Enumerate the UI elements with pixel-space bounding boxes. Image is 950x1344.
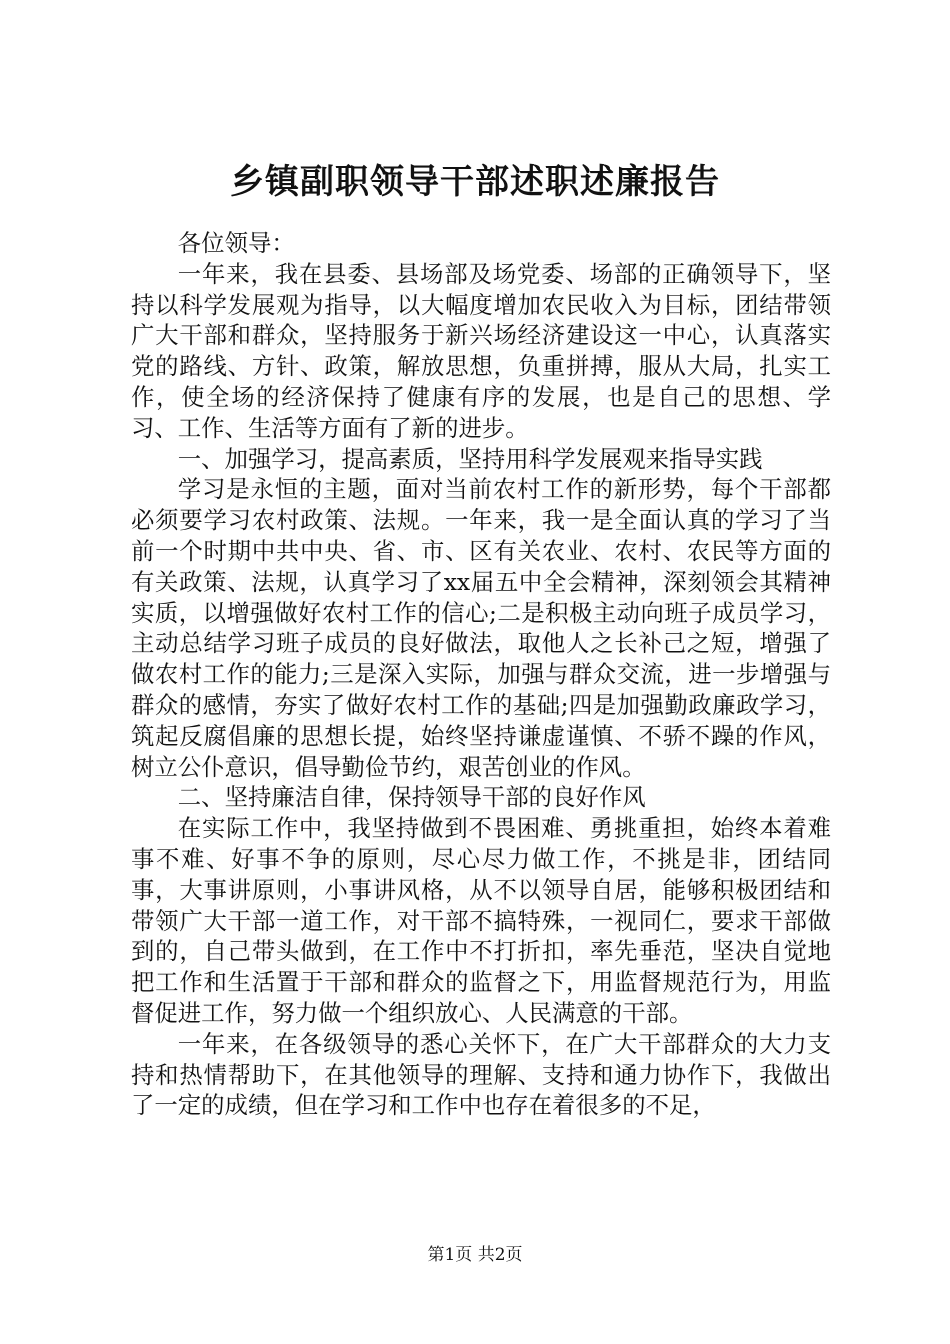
summary-paragraph: 一年来，在各级领导的悉心关怀下，在广大干部群众的大力支持和热情帮助下，在其他领导的理解、支持和通力协作下，我做出了一定的成绩，但在学习和工作中也存在着很多的不足， [131, 1029, 831, 1120]
page-number-footer: 第1页 共2页 [427, 1245, 523, 1265]
document-title: 乡镇副职领导干部述职述廉报告 [230, 162, 720, 202]
study-paragraph: 学习是永恒的主题，面对当前农村工作的新形势，每个干部都必须要学习农村政策、法规。一年来，我一是全面认真的学习了当前一个时期中共中央、省、市、区有关农业、农村、农民等方面的有关政策、法规，认真学习了xx届五中全会精神，深刻领会其精神实质，以增强做好农村工作的信心;二是积极主动向班子成员学习，主动总结学习班子成员的良好做法，取他人之长补己之短，增强了做农村工作的能力;三是深入实际，加强与群众交流，进一步增强与群众的感情，夯实了做好农村工作的基础;四是加强勤政廉政学习，筑起反腐倡廉的思想长提，始终坚持谦虚谨慎、不骄不躁的作风，树立公仆意识，倡导勤俭节约，艰苦创业的作风。 [131, 475, 831, 781]
salutation-paragraph: 各位领导： [177, 229, 295, 257]
intro-paragraph: 一年来，我在县委、县场部及场党委、场部的正确领导下，坚持以科学发展观为指导，以大幅度增加农民收入为目标，团结带领广大干部和群众，坚持服务于新兴场经济建设这一中心，认真落实党的路线、方针、政策，解放思想，负重拼搏，服从大局，扎实工作，使全场的经济保持了健康有序的发展，也是自己的思想、学习、工作、生活等方面有了新的进步。 [131, 259, 831, 442]
document-body [131, 228, 831, 1121]
section-heading-2: 二、坚持廉洁自律，保持领导干部的良好作风 [177, 783, 646, 812]
integrity-paragraph: 在实际工作中，我坚持做到不畏困难、勇挑重担，始终本着难事不难、好事不争的原则，尽心尽力做工作，不挑是非，团结同事，大事讲原则，小事讲风格，从不以领导自居，能够积极团结和带领广大干部一道工作，对干部不搞特殊，一视同仁，要求干部做到的，自己带头做到，在工作中不打折扣，率先垂范，坚决自觉地把工作和生活置于干部和群众的监督之下，用监督规范行为，用监督促进工作，努力做一个组织放心、人民满意的干部。 [131, 814, 831, 1027]
section-heading-1: 一、加强学习，提高素质，坚持用科学发展观来指导实践 [177, 444, 763, 473]
